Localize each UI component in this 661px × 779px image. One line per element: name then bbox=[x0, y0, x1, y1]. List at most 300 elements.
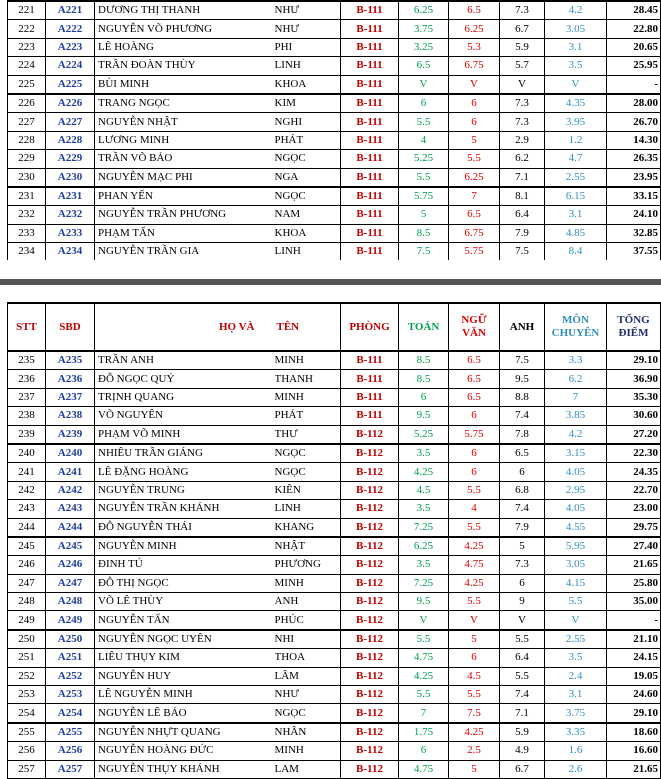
phong-cell: B-112 bbox=[341, 556, 399, 574]
ho-cell: NGUYỄN TRẦN PHƯƠNG bbox=[95, 206, 275, 224]
toan-cell: 4 bbox=[399, 131, 449, 149]
page-separator bbox=[0, 279, 661, 285]
anh-cell: 7.1 bbox=[500, 704, 545, 723]
ho-cell: NGUYỄN NHỰT QUANG bbox=[95, 723, 275, 742]
van-cell: 4 bbox=[449, 500, 500, 518]
ho-cell: LÊ NGUYỄN MINH bbox=[95, 686, 275, 704]
anh-cell: 6.7 bbox=[500, 20, 545, 38]
sbd-cell: A228 bbox=[46, 131, 95, 149]
tong-diem-cell: 21.65 bbox=[607, 760, 661, 778]
van-cell: 5.5 bbox=[449, 150, 500, 168]
ten-cell: NHƯ bbox=[275, 1, 341, 20]
sbd-cell: A238 bbox=[46, 407, 95, 425]
stt-cell: 252 bbox=[8, 667, 46, 685]
van-cell: 5 bbox=[449, 760, 500, 778]
sbd-cell: A252 bbox=[46, 667, 95, 685]
tong-diem-cell: 20.65 bbox=[607, 38, 661, 56]
table-row bbox=[8, 667, 661, 685]
mon-chuyen-cell: 3.85 bbox=[545, 407, 607, 425]
stt-cell: 225 bbox=[8, 75, 46, 94]
mon-chuyen-cell: 3.95 bbox=[545, 113, 607, 131]
table-row bbox=[8, 760, 661, 778]
tong-diem-cell: 27.20 bbox=[607, 425, 661, 444]
ten-cell: LINH bbox=[275, 500, 341, 518]
table-row bbox=[8, 500, 661, 518]
phong-cell: B-112 bbox=[341, 463, 399, 481]
van-cell: 4.25 bbox=[449, 723, 500, 742]
anh-cell: 7.5 bbox=[500, 243, 545, 261]
tong-diem-cell: 22.70 bbox=[607, 481, 661, 499]
anh-cell: 7.3 bbox=[500, 1, 545, 20]
header-row bbox=[8, 303, 661, 351]
ho-cell: NGUYỄN TRUNG bbox=[95, 481, 275, 499]
header-anh: ANH bbox=[500, 303, 545, 351]
anh-cell: 7.8 bbox=[500, 425, 545, 444]
anh-cell: 7.4 bbox=[500, 407, 545, 425]
van-cell: 5 bbox=[449, 630, 500, 649]
phong-cell: B-112 bbox=[341, 444, 399, 463]
phong-cell: B-112 bbox=[341, 760, 399, 778]
van-cell: 6.5 bbox=[449, 370, 500, 388]
toan-cell: 4.5 bbox=[399, 481, 449, 499]
ten-cell: PHÚC bbox=[275, 611, 341, 630]
van-cell: 6.75 bbox=[449, 224, 500, 242]
toan-cell: 5.25 bbox=[399, 150, 449, 168]
toan-cell: 3.75 bbox=[399, 20, 449, 38]
toan-cell: 7.5 bbox=[399, 243, 449, 261]
stt-cell: 243 bbox=[8, 500, 46, 518]
phong-cell: B-111 bbox=[341, 131, 399, 149]
phong-cell: B-111 bbox=[341, 370, 399, 388]
van-cell: 4.25 bbox=[449, 574, 500, 592]
mon-chuyen-cell: 4.2 bbox=[545, 425, 607, 444]
stt-cell: 241 bbox=[8, 463, 46, 481]
toan-cell: 5.5 bbox=[399, 686, 449, 704]
stt-cell: 227 bbox=[8, 113, 46, 131]
table-row bbox=[8, 574, 661, 592]
toan-cell: 6 bbox=[399, 388, 449, 406]
mon-chuyen-cell: 3.05 bbox=[545, 556, 607, 574]
ho-cell: TRẦN VÕ BẢO bbox=[95, 150, 275, 168]
anh-cell: 7.3 bbox=[500, 113, 545, 131]
ho-cell: NGUYỄN NGỌC UYÊN bbox=[95, 630, 275, 649]
van-cell: 5.75 bbox=[449, 425, 500, 444]
toan-cell: 6 bbox=[399, 94, 449, 113]
van-cell: 6.5 bbox=[449, 1, 500, 20]
table-row bbox=[8, 630, 661, 649]
mon-chuyen-cell: 4.2 bbox=[545, 1, 607, 20]
tong-diem-cell: 19.05 bbox=[607, 667, 661, 685]
ho-cell: NGUYỄN TRẦN GIA bbox=[95, 243, 275, 261]
stt-cell: 248 bbox=[8, 593, 46, 611]
table-row bbox=[8, 556, 661, 574]
phong-cell: B-111 bbox=[341, 243, 399, 261]
toan-cell: 4.25 bbox=[399, 463, 449, 481]
sbd-cell: A243 bbox=[46, 500, 95, 518]
table-row bbox=[8, 537, 661, 556]
header-van: NGỮ VĂN bbox=[449, 303, 500, 351]
van-cell: 6 bbox=[449, 407, 500, 425]
anh-cell: 6 bbox=[500, 574, 545, 592]
mon-chuyen-cell: 8.4 bbox=[545, 243, 607, 261]
anh-cell: 7.1 bbox=[500, 168, 545, 187]
stt-cell: 256 bbox=[8, 742, 46, 760]
ten-cell: KHOA bbox=[275, 75, 341, 94]
toan-cell: 6 bbox=[399, 742, 449, 760]
ho-cell: NGUYỄN THỤY KHÁNH bbox=[95, 760, 275, 778]
ho-cell: BÙI MINH bbox=[95, 75, 275, 94]
stt-cell: 229 bbox=[8, 150, 46, 168]
tong-diem-cell: - bbox=[607, 611, 661, 630]
phong-cell: B-111 bbox=[341, 57, 399, 75]
stt-cell: 224 bbox=[8, 57, 46, 75]
phong-cell: B-112 bbox=[341, 667, 399, 685]
stt-cell: 236 bbox=[8, 370, 46, 388]
mon-chuyen-cell: 4.05 bbox=[545, 500, 607, 518]
mon-chuyen-cell: 4.7 bbox=[545, 150, 607, 168]
ho-cell: NGUYỄN VÕ PHƯƠNG bbox=[95, 20, 275, 38]
anh-cell: 6.7 bbox=[500, 760, 545, 778]
table-row bbox=[8, 593, 661, 611]
anh-cell: 6 bbox=[500, 463, 545, 481]
ten-cell: THƯ bbox=[275, 425, 341, 444]
stt-cell: 245 bbox=[8, 537, 46, 556]
van-cell: 5 bbox=[449, 131, 500, 149]
tong-diem-cell: 22.30 bbox=[607, 444, 661, 463]
ho-cell: LƯƠNG MINH bbox=[95, 131, 275, 149]
table-row bbox=[8, 742, 661, 760]
sbd-cell: A230 bbox=[46, 168, 95, 187]
toan-cell: 4.25 bbox=[399, 667, 449, 685]
table-row bbox=[8, 57, 661, 75]
toan-cell: 3.5 bbox=[399, 444, 449, 463]
stt-cell: 230 bbox=[8, 168, 46, 187]
toan-cell: 1.75 bbox=[399, 723, 449, 742]
anh-cell: 7.4 bbox=[500, 686, 545, 704]
sbd-cell: A232 bbox=[46, 206, 95, 224]
van-cell: 5.5 bbox=[449, 518, 500, 537]
phong-cell: B-112 bbox=[341, 630, 399, 649]
stt-cell: 237 bbox=[8, 388, 46, 406]
mon-chuyen-cell: 4.35 bbox=[545, 94, 607, 113]
van-cell: 6 bbox=[449, 444, 500, 463]
ten-cell: PHÁT bbox=[275, 131, 341, 149]
anh-cell: V bbox=[500, 611, 545, 630]
van-cell: 4.75 bbox=[449, 556, 500, 574]
van-cell: 6 bbox=[449, 94, 500, 113]
toan-cell: 5.5 bbox=[399, 630, 449, 649]
anh-cell: 6.2 bbox=[500, 150, 545, 168]
ten-cell: MINH bbox=[275, 574, 341, 592]
sbd-cell: A235 bbox=[46, 351, 95, 370]
ho-cell: TRỊNH QUANG bbox=[95, 388, 275, 406]
sbd-cell: A231 bbox=[46, 187, 95, 206]
phong-cell: B-112 bbox=[341, 742, 399, 760]
phong-cell: B-112 bbox=[341, 481, 399, 499]
header-phong: PHÒNG bbox=[341, 303, 399, 351]
van-cell: 6.5 bbox=[449, 206, 500, 224]
tong-diem-cell: - bbox=[607, 75, 661, 94]
van-cell: 5.5 bbox=[449, 593, 500, 611]
table-row bbox=[8, 243, 661, 261]
sbd-cell: A234 bbox=[46, 243, 95, 261]
table-row bbox=[8, 481, 661, 499]
sbd-cell: A227 bbox=[46, 113, 95, 131]
ten-cell: PHƯƠNG bbox=[275, 556, 341, 574]
mon-chuyen-cell: 3.5 bbox=[545, 649, 607, 667]
mon-chuyen-cell: 4.15 bbox=[545, 574, 607, 592]
phong-cell: B-111 bbox=[341, 224, 399, 242]
tong-diem-cell: 36.90 bbox=[607, 370, 661, 388]
stt-cell: 257 bbox=[8, 760, 46, 778]
mon-chuyen-cell: 2.95 bbox=[545, 481, 607, 499]
tong-diem-cell: 35.30 bbox=[607, 388, 661, 406]
toan-cell: 4.75 bbox=[399, 649, 449, 667]
table-row bbox=[8, 351, 661, 370]
toan-cell: 8.5 bbox=[399, 351, 449, 370]
sbd-cell: A221 bbox=[46, 1, 95, 20]
mon-chuyen-cell: 1.6 bbox=[545, 742, 607, 760]
ten-cell: MINH bbox=[275, 388, 341, 406]
sbd-cell: A229 bbox=[46, 150, 95, 168]
anh-cell: 5.5 bbox=[500, 630, 545, 649]
phong-cell: B-112 bbox=[341, 686, 399, 704]
ten-cell: PHI bbox=[275, 38, 341, 56]
stt-cell: 251 bbox=[8, 649, 46, 667]
header-sbd: SBD bbox=[46, 303, 95, 351]
ho-cell: TRẦN ANH bbox=[95, 351, 275, 370]
van-cell: 6.5 bbox=[449, 351, 500, 370]
mon-chuyen-cell: 2.6 bbox=[545, 760, 607, 778]
stt-cell: 242 bbox=[8, 481, 46, 499]
table-row bbox=[8, 704, 661, 723]
toan-cell: 8.5 bbox=[399, 224, 449, 242]
tong-diem-cell: 14.30 bbox=[607, 131, 661, 149]
phong-cell: B-111 bbox=[341, 113, 399, 131]
sbd-cell: A239 bbox=[46, 425, 95, 444]
tong-diem-cell: 24.60 bbox=[607, 686, 661, 704]
stt-cell: 250 bbox=[8, 630, 46, 649]
ho-cell: LÊ HOÀNG bbox=[95, 38, 275, 56]
stt-cell: 235 bbox=[8, 351, 46, 370]
tong-diem-cell: 32.85 bbox=[607, 224, 661, 242]
tong-diem-cell: 33.15 bbox=[607, 187, 661, 206]
stt-cell: 246 bbox=[8, 556, 46, 574]
toan-cell: 4.75 bbox=[399, 760, 449, 778]
ten-cell: LÂM bbox=[275, 667, 341, 685]
ho-cell: VÕ LÊ THÙY bbox=[95, 593, 275, 611]
toan-cell: 5.75 bbox=[399, 187, 449, 206]
van-cell: 5.75 bbox=[449, 243, 500, 261]
ho-cell: NGUYỄN HUY bbox=[95, 667, 275, 685]
anh-cell: V bbox=[500, 75, 545, 94]
toan-cell: 7.25 bbox=[399, 518, 449, 537]
anh-cell: 8.1 bbox=[500, 187, 545, 206]
sbd-cell: A246 bbox=[46, 556, 95, 574]
mon-chuyen-cell: 3.15 bbox=[545, 444, 607, 463]
mon-chuyen-cell: 3.1 bbox=[545, 206, 607, 224]
toan-cell: 5.25 bbox=[399, 425, 449, 444]
tong-diem-cell: 30.60 bbox=[607, 407, 661, 425]
ten-cell: NHƯ bbox=[275, 20, 341, 38]
tong-diem-cell: 22.80 bbox=[607, 20, 661, 38]
anh-cell: 6.4 bbox=[500, 649, 545, 667]
ho-cell: TRANG NGỌC bbox=[95, 94, 275, 113]
mon-chuyen-cell: 3.5 bbox=[545, 57, 607, 75]
phong-cell: B-112 bbox=[341, 649, 399, 667]
mon-chuyen-cell: V bbox=[545, 75, 607, 94]
van-cell: 6 bbox=[449, 649, 500, 667]
stt-cell: 255 bbox=[8, 723, 46, 742]
toan-cell: 6.5 bbox=[399, 57, 449, 75]
sbd-cell: A244 bbox=[46, 518, 95, 537]
table-row bbox=[8, 425, 661, 444]
ho-cell: ĐỖ NGUYỄN THÁI bbox=[95, 518, 275, 537]
toan-cell: 6.25 bbox=[399, 1, 449, 20]
table-row bbox=[8, 131, 661, 149]
anh-cell: 7.4 bbox=[500, 500, 545, 518]
sbd-cell: A254 bbox=[46, 704, 95, 723]
tong-diem-cell: 21.10 bbox=[607, 630, 661, 649]
ten-cell: NGỌC bbox=[275, 444, 341, 463]
tong-diem-cell: 25.95 bbox=[607, 57, 661, 75]
van-cell: 4.5 bbox=[449, 667, 500, 685]
tong-diem-cell: 18.60 bbox=[607, 723, 661, 742]
sbd-cell: A222 bbox=[46, 20, 95, 38]
tong-diem-cell: 28.00 bbox=[607, 94, 661, 113]
ho-cell: ĐỖ NGỌC QUÝ bbox=[95, 370, 275, 388]
stt-cell: 253 bbox=[8, 686, 46, 704]
phong-cell: B-111 bbox=[341, 187, 399, 206]
anh-cell: 6.5 bbox=[500, 444, 545, 463]
toan-cell: 5.5 bbox=[399, 113, 449, 131]
van-cell: 5.3 bbox=[449, 38, 500, 56]
toan-cell: 3.5 bbox=[399, 500, 449, 518]
ho-cell: NGUYỄN MINH bbox=[95, 537, 275, 556]
stt-cell: 238 bbox=[8, 407, 46, 425]
table-row bbox=[8, 723, 661, 742]
ten-cell: KIÊN bbox=[275, 481, 341, 499]
sbd-cell: A253 bbox=[46, 686, 95, 704]
ten-cell: NGỌC bbox=[275, 704, 341, 723]
anh-cell: 4.9 bbox=[500, 742, 545, 760]
mon-chuyen-cell: 6.15 bbox=[545, 187, 607, 206]
table-row bbox=[8, 407, 661, 425]
ho-cell: VÕ NGUYÊN bbox=[95, 407, 275, 425]
header-toan: TOÁN bbox=[399, 303, 449, 351]
mon-chuyen-cell: 4.85 bbox=[545, 224, 607, 242]
phong-cell: B-112 bbox=[341, 537, 399, 556]
ten-cell: NHI bbox=[275, 630, 341, 649]
ho-cell: NGUYỄN HOÀNG ĐỨC bbox=[95, 742, 275, 760]
sbd-cell: A240 bbox=[46, 444, 95, 463]
tong-diem-cell: 21.65 bbox=[607, 556, 661, 574]
anh-cell: 9 bbox=[500, 593, 545, 611]
van-cell: 6.25 bbox=[449, 20, 500, 38]
anh-cell: 5.7 bbox=[500, 57, 545, 75]
stt-cell: 239 bbox=[8, 425, 46, 444]
van-cell: 2.5 bbox=[449, 742, 500, 760]
toan-cell: 6.25 bbox=[399, 537, 449, 556]
ten-cell: LAM bbox=[275, 760, 341, 778]
table-row bbox=[8, 518, 661, 537]
ho-cell: TRẦN ĐOÀN THÙY bbox=[95, 57, 275, 75]
stt-cell: 221 bbox=[8, 1, 46, 20]
stt-cell: 233 bbox=[8, 224, 46, 242]
toan-cell: V bbox=[399, 75, 449, 94]
header-ten: TÊN bbox=[275, 303, 341, 351]
ten-cell: NGỌC bbox=[275, 187, 341, 206]
ten-cell: THOA bbox=[275, 649, 341, 667]
anh-cell: 5.5 bbox=[500, 667, 545, 685]
stt-cell: 240 bbox=[8, 444, 46, 463]
mon-chuyen-cell: 4.05 bbox=[545, 463, 607, 481]
table-row bbox=[8, 388, 661, 406]
stt-cell: 232 bbox=[8, 206, 46, 224]
sbd-cell: A250 bbox=[46, 630, 95, 649]
anh-cell: 5.9 bbox=[500, 723, 545, 742]
tong-diem-cell: 26.70 bbox=[607, 113, 661, 131]
anh-cell: 5.9 bbox=[500, 38, 545, 56]
phong-cell: B-111 bbox=[341, 1, 399, 20]
tong-diem-cell: 35.00 bbox=[607, 593, 661, 611]
mon-chuyen-cell: 3.75 bbox=[545, 704, 607, 723]
ho-cell: PHẠM TẤN bbox=[95, 224, 275, 242]
table-row bbox=[8, 94, 661, 113]
phong-cell: B-112 bbox=[341, 593, 399, 611]
sbd-cell: A242 bbox=[46, 481, 95, 499]
mon-chuyen-cell: 7 bbox=[545, 388, 607, 406]
ten-cell: MINH bbox=[275, 351, 341, 370]
mon-chuyen-cell: 3.1 bbox=[545, 38, 607, 56]
toan-cell: 3.5 bbox=[399, 556, 449, 574]
stt-cell: 228 bbox=[8, 131, 46, 149]
mon-chuyen-cell: 2.55 bbox=[545, 168, 607, 187]
toan-cell: 5 bbox=[399, 206, 449, 224]
toan-cell: 9.5 bbox=[399, 593, 449, 611]
table-row bbox=[8, 168, 661, 187]
phong-cell: B-111 bbox=[341, 94, 399, 113]
tong-diem-cell: 29.75 bbox=[607, 518, 661, 537]
van-cell: V bbox=[449, 75, 500, 94]
tong-diem-cell: 37.55 bbox=[607, 243, 661, 261]
van-cell: 5.5 bbox=[449, 481, 500, 499]
anh-cell: 7.5 bbox=[500, 351, 545, 370]
mon-chuyen-cell: 2.55 bbox=[545, 630, 607, 649]
phong-cell: B-111 bbox=[341, 407, 399, 425]
table-row bbox=[8, 444, 661, 463]
sbd-cell: A257 bbox=[46, 760, 95, 778]
sbd-cell: A248 bbox=[46, 593, 95, 611]
sbd-cell: A233 bbox=[46, 224, 95, 242]
header-ho: HỌ VÀ bbox=[95, 303, 275, 351]
tong-diem-cell: 29.10 bbox=[607, 704, 661, 723]
tong-diem-cell: 24.35 bbox=[607, 463, 661, 481]
mon-chuyen-cell: 1.2 bbox=[545, 131, 607, 149]
sbd-cell: A256 bbox=[46, 742, 95, 760]
toan-cell: 8.5 bbox=[399, 370, 449, 388]
van-cell: 7 bbox=[449, 187, 500, 206]
tong-diem-cell: 29.10 bbox=[607, 351, 661, 370]
toan-cell: 7.25 bbox=[399, 574, 449, 592]
phong-cell: B-111 bbox=[341, 75, 399, 94]
stt-cell: 222 bbox=[8, 20, 46, 38]
ten-cell: NHƯ bbox=[275, 686, 341, 704]
stt-cell: 244 bbox=[8, 518, 46, 537]
phong-cell: B-112 bbox=[341, 611, 399, 630]
toan-cell: 3.25 bbox=[399, 38, 449, 56]
anh-cell: 5 bbox=[500, 537, 545, 556]
